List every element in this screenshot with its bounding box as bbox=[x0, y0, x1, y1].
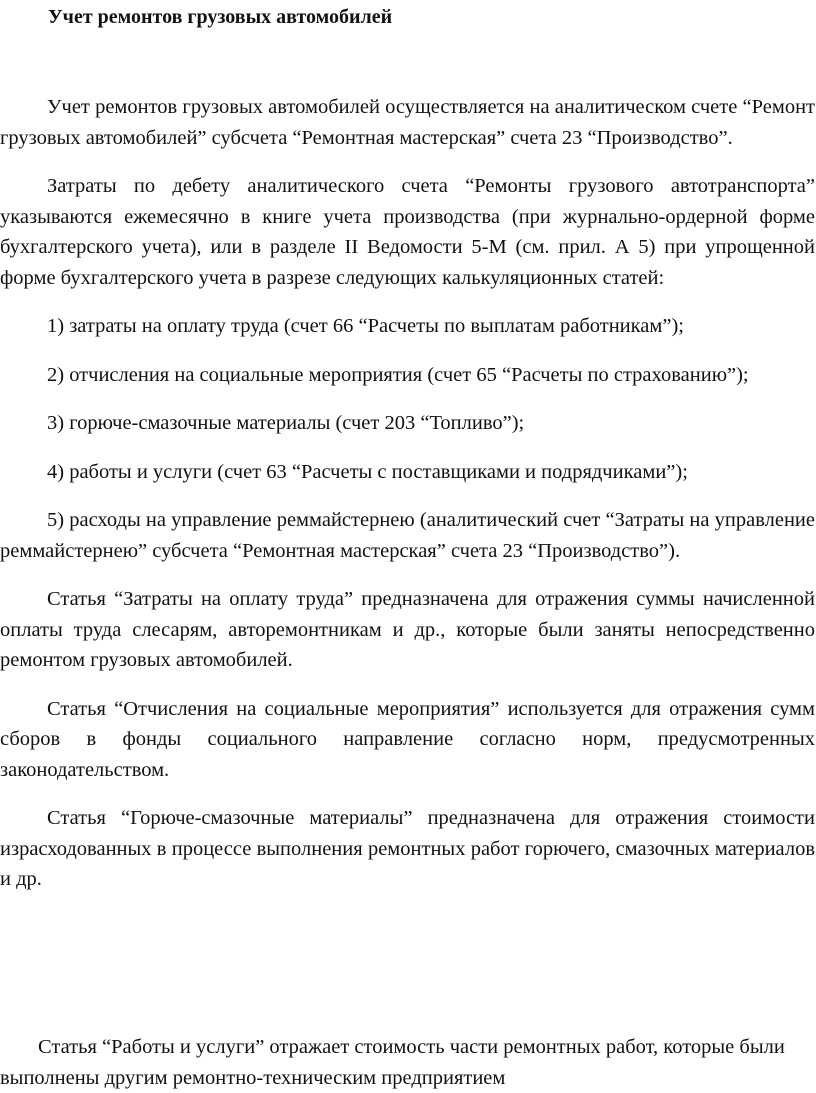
list-item-3: 3) горюче-смазочные материалы (счет 203 “Топливо”); bbox=[47, 412, 525, 434]
paragraph-2: Затраты по дебету аналитического счета “Ремонты грузового автотранспорта” указываются ежемесячно в книге учета производства (при журнально-ордерной форме бухгалтерского учета), или в разделе II Ведомости 5-М (см. прил. А 5) при упрощенной форме бухгалтерского учета в разрезе следующих калькуляционных статей: bbox=[0, 175, 815, 289]
list-item-5: 5) расходы на управление реммайстернею (аналитический счет “Затраты на управление реммайстернею” субсчета “Ремонтная мастерская” счета 23 “Производство”). bbox=[0, 509, 815, 562]
document-body bbox=[0, 92, 815, 913]
list-item-4: 4) работы и услуги (счет 63 “Расчеты с поставщиками и подрядчиками”); bbox=[47, 460, 688, 483]
paragraph-labor: Статья “Затраты на оплату труда” предназначена для отражения суммы начисленной оплаты труда слесарям, авторемонтникам и др., которые были заняты непосредственно ремонтом грузовых автомобилей. bbox=[0, 588, 815, 671]
paragraph-fuel: Статья “Горюче-смазочные материалы” предназначена для отражения стоимости израсходованных в процессе выполнения ремонтных работ горючего, смазочных материалов и др. bbox=[0, 807, 815, 890]
list-item-2: 2) отчисления на социальные мероприятия (счет 65 “Расчеты по страхованию”); bbox=[47, 363, 749, 386]
list-item-1: 1) затраты на оплату труда (счет 66 “Расчеты по выплатам работникам”); bbox=[47, 315, 684, 337]
paragraph-social: Статья “Отчисления на социальные мероприятия” используется для отражения сумм сборов в фонды социального направление согласно норм, предусмотренных законодательством. bbox=[0, 697, 815, 781]
document-title: Учет ремонтов грузовых автомобилей bbox=[48, 6, 393, 28]
paragraph-services: Статья “Работы и услуги” отражает стоимость части ремонтных работ, которые были выполнены другим ремонтно-техническим предприятием bbox=[0, 1036, 785, 1089]
paragraph-1: Учет ремонтов грузовых автомобилей осуществляется на аналитическом счете “Ремонт грузовых автомобилей” субсчета “Ремонтная мастерская” счета 23 “Производство”. bbox=[0, 96, 815, 149]
